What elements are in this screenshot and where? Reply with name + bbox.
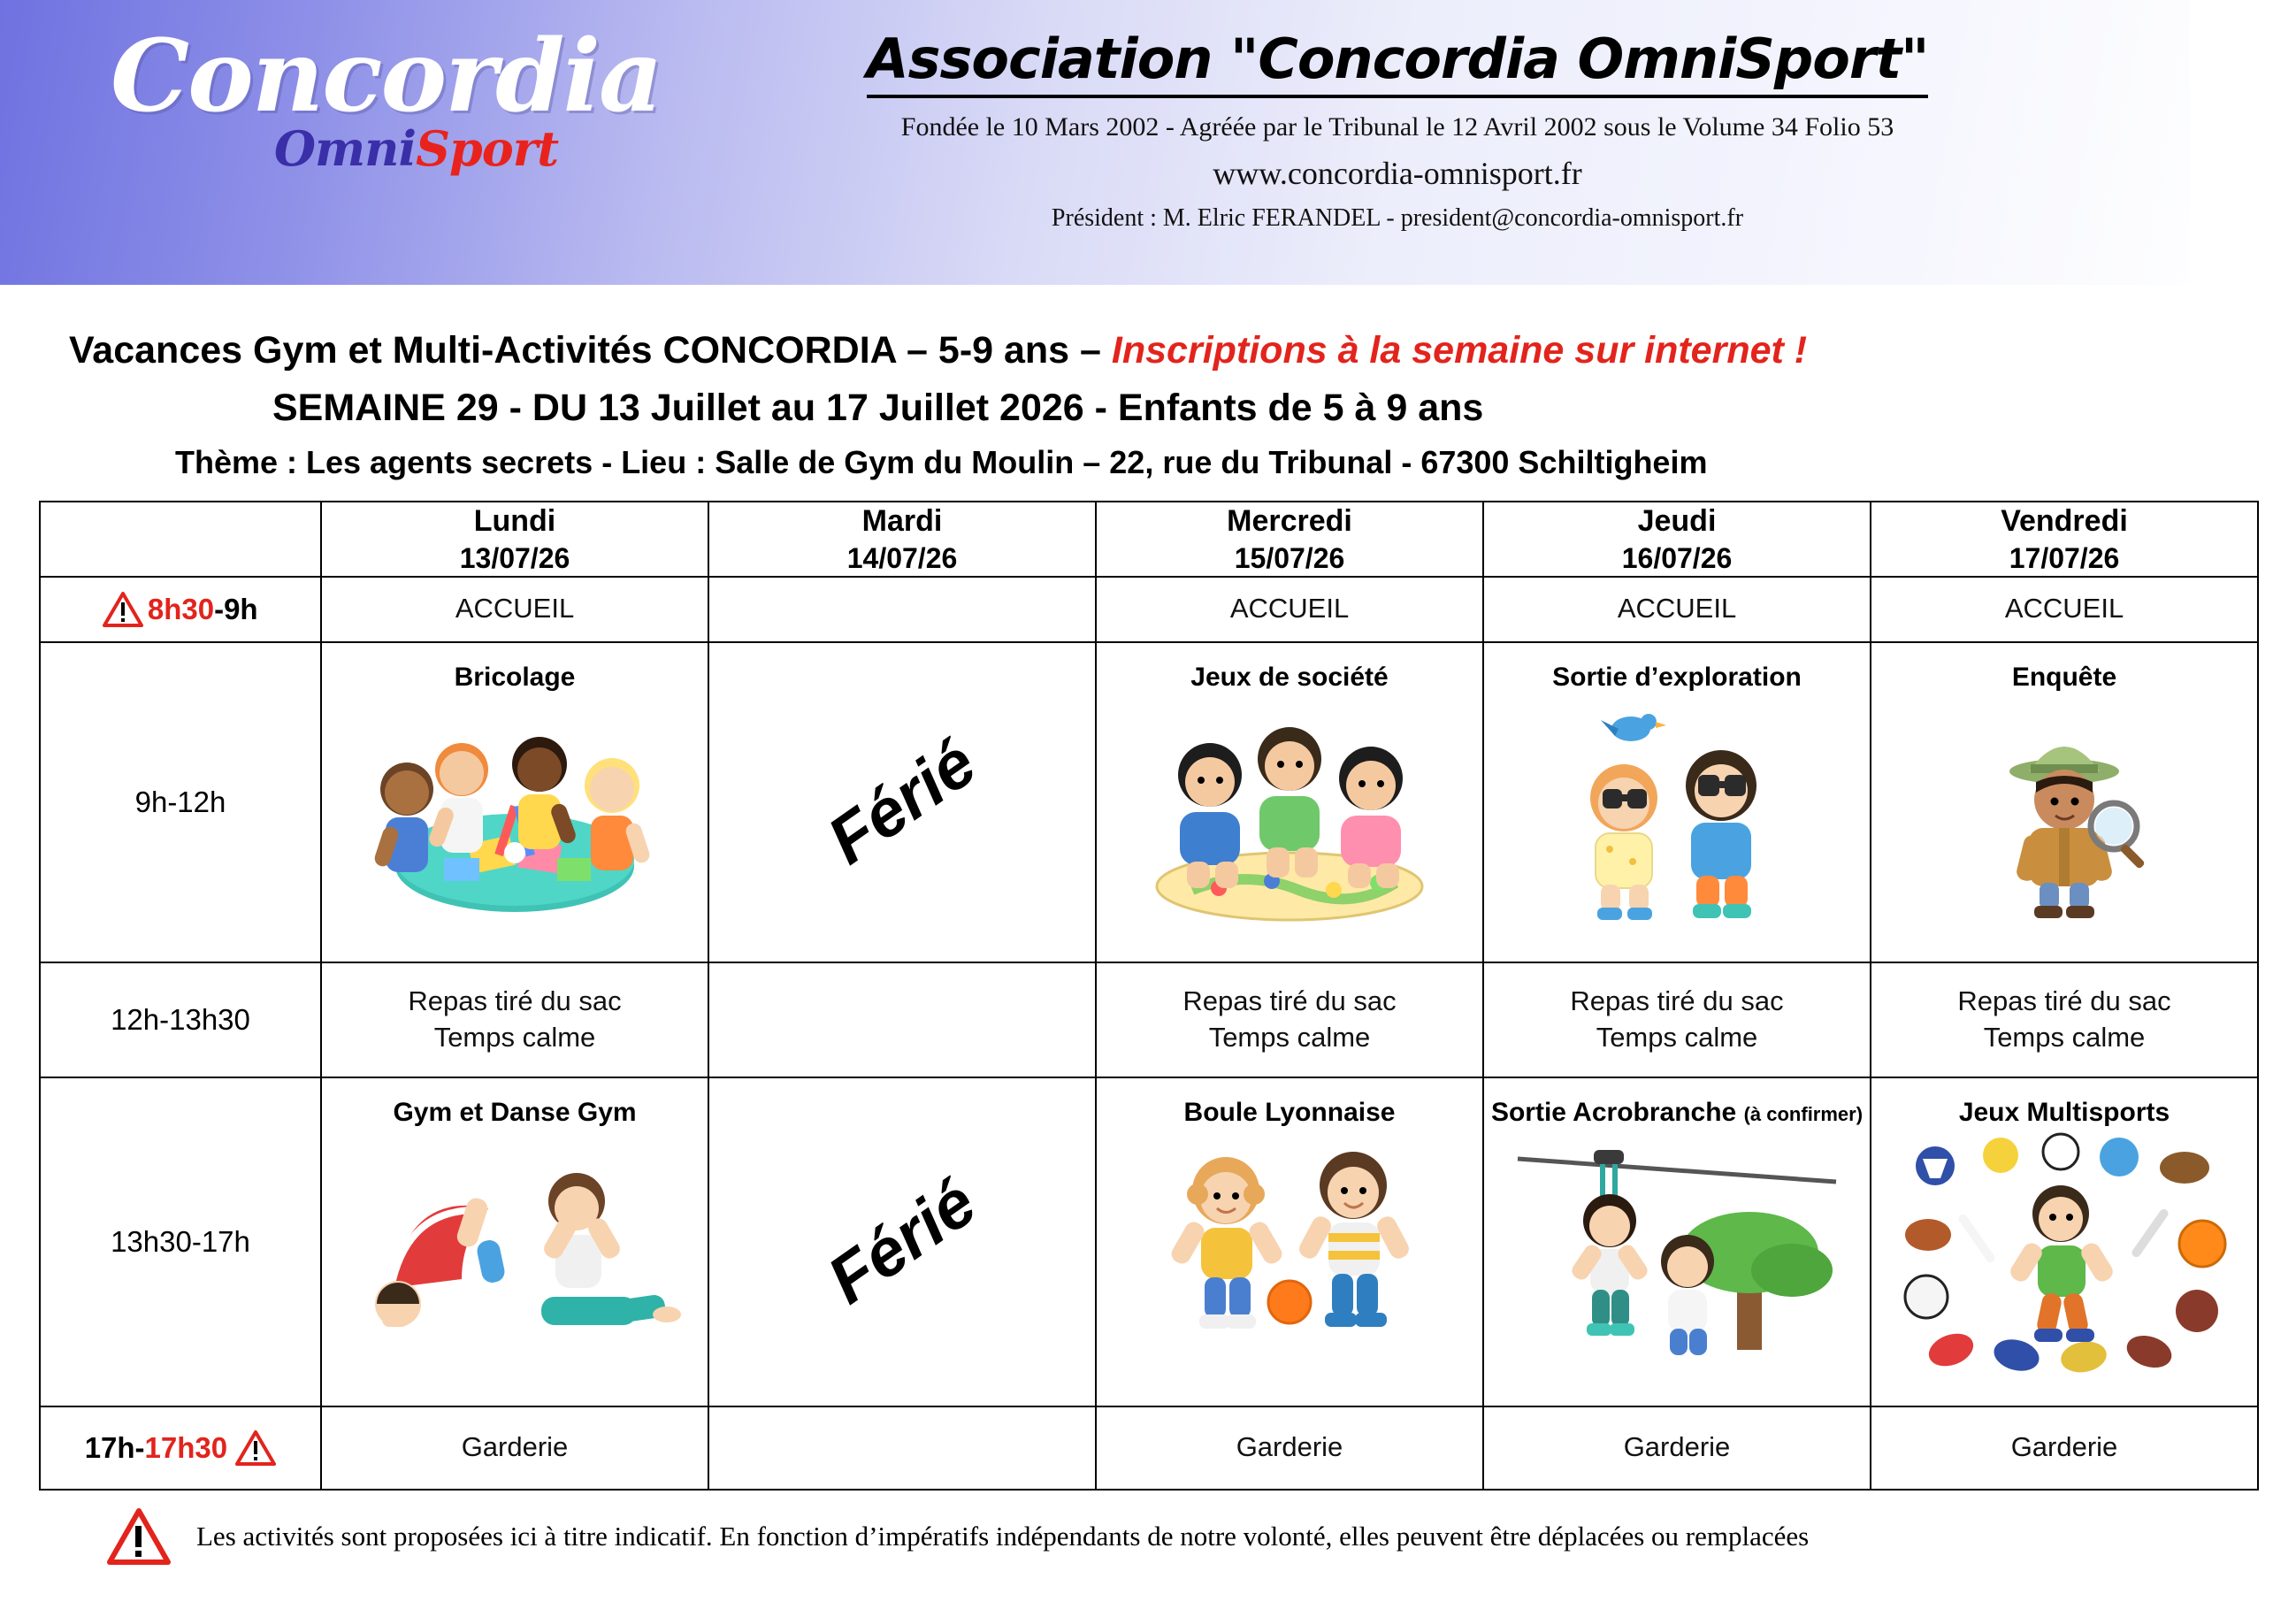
accueil-time-end: -9h xyxy=(214,592,258,625)
warning-triangle-icon xyxy=(106,1506,172,1567)
table-row-meal xyxy=(40,962,2258,1077)
day-name: Jeudi xyxy=(1637,504,1717,538)
zipline-kids-icon xyxy=(1484,1129,1870,1394)
activity-title: Bricolage xyxy=(454,662,576,692)
afternoon-cell-lundi xyxy=(321,1077,708,1406)
day-date: 16/07/26 xyxy=(1621,541,1733,574)
schedule-table-container xyxy=(0,501,2296,1491)
day-header-mercredi xyxy=(1096,502,1483,577)
association-founded: Fondée le 10 Mars 2002 - Agréée par le Tribunal le 12 Avril 2002 sous le Volume 34 Folio 53 xyxy=(900,112,1894,142)
activity-title: Enquête xyxy=(2011,662,2117,692)
meal-cell-mercredi xyxy=(1096,962,1483,1077)
meal-cell-lundi xyxy=(321,962,708,1077)
logo-omni-text: Omni xyxy=(274,119,416,177)
activity-title-main: Sortie Acrobranche xyxy=(1490,1097,1744,1127)
garderie-time-end: 17h30 xyxy=(144,1430,228,1464)
day-header-mardi xyxy=(708,502,1096,577)
association-name: Association "Concordia OmniSport" xyxy=(867,27,1929,98)
accueil-time-label xyxy=(148,593,258,625)
meal-line-1: Repas tiré du sac xyxy=(1570,985,1784,1017)
afternoon-cell-mardi xyxy=(708,1077,1096,1406)
afternoon-cell-mercredi xyxy=(1096,1077,1483,1406)
time-cell-morning: 9h-12h xyxy=(40,642,321,962)
garderie-time-label xyxy=(85,1431,236,1464)
time-cell-garderie xyxy=(40,1406,321,1490)
meal-cell-jeudi xyxy=(1483,962,1871,1077)
table-header-row xyxy=(40,502,2258,577)
day-name: Mercredi xyxy=(1227,504,1352,538)
garderie-cell-jeudi: Garderie xyxy=(1483,1406,1871,1490)
craft-kids-icon xyxy=(322,694,708,950)
morning-cell-lundi xyxy=(321,642,708,962)
garderie-cell-mercredi: Garderie xyxy=(1096,1406,1483,1490)
gymnastics-kids-icon xyxy=(322,1129,708,1394)
header-title-block xyxy=(769,27,2025,233)
day-date: 13/07/26 xyxy=(459,541,570,574)
afternoon-cell-vendredi xyxy=(1871,1077,2258,1406)
week-subtitle: SEMAINE 29 - DU 13 Juillet au 17 Juillet 2026 - Enfants de 5 à 9 ans xyxy=(272,387,1484,429)
meal-cell-vendredi xyxy=(1871,962,2258,1077)
warning-triangle-icon xyxy=(103,591,143,628)
activity-title: Sortie d’exploration xyxy=(1552,662,1802,692)
binoculars-kids-icon xyxy=(1484,694,1870,950)
footer-note-text: Les activités sont proposées ici à titre indicatif. En fonction d’impératifs indépendants de notre volonté, elles peuvent être déplacées ou remplacées xyxy=(196,1520,1810,1552)
activity-title-note: (à confirmer) xyxy=(1743,1102,1864,1125)
activity-title xyxy=(1484,1090,1870,1129)
day-name: Vendredi xyxy=(2001,504,2128,538)
meal-cell-mardi xyxy=(708,962,1096,1077)
activity-title: Jeux Multisports xyxy=(1958,1097,2170,1127)
accueil-time-start: 8h30 xyxy=(147,592,215,625)
ball-kids-icon xyxy=(1097,1129,1482,1394)
activity-title: Gym et Danse Gym xyxy=(393,1097,637,1127)
header-background-right xyxy=(2190,0,2296,285)
day-date: 14/07/26 xyxy=(846,541,958,574)
day-header-vendredi xyxy=(1871,502,2258,577)
footer-note xyxy=(0,1506,2296,1567)
meal-line-1: Repas tiré du sac xyxy=(1957,985,2171,1017)
morning-cell-jeudi xyxy=(1483,642,1871,962)
association-website[interactable]: www.concordia-omnisport.fr xyxy=(1213,156,1582,191)
morning-cell-mardi xyxy=(708,642,1096,962)
day-date: 15/07/26 xyxy=(1234,541,1345,574)
page-title-highlight: Inscriptions à la semaine sur internet ! xyxy=(1111,329,1808,372)
day-date: 17/07/26 xyxy=(2009,541,2120,574)
schedule-table xyxy=(39,501,2259,1491)
meal-line-1: Repas tiré du sac xyxy=(408,985,622,1017)
table-row-garderie xyxy=(40,1406,2258,1490)
day-header-jeudi xyxy=(1483,502,1871,577)
document-titles xyxy=(0,329,2296,481)
time-cell-afternoon: 13h30-17h xyxy=(40,1077,321,1406)
table-row-morning xyxy=(40,642,2258,962)
ferie-label-morning: Férié xyxy=(815,724,990,879)
meal-line-1: Repas tiré du sac xyxy=(1182,985,1397,1017)
page-title-main: Vacances Gym et Multi-Activités CONCORDIA – 5-9 ans – xyxy=(69,329,1112,372)
time-cell-meal: 12h-13h30 xyxy=(40,962,321,1077)
garderie-time-start: 17h- xyxy=(84,1430,145,1464)
header-corner-cell xyxy=(40,502,321,577)
morning-cell-vendredi xyxy=(1871,642,2258,962)
warning-triangle-icon xyxy=(235,1429,276,1467)
page-title xyxy=(69,329,2296,372)
board-game-kids-icon xyxy=(1097,694,1482,950)
accueil-cell-jeudi: ACCUEIL xyxy=(1483,577,1871,642)
logo-subwordmark xyxy=(274,120,606,177)
theme-location-line: Thème : Les agents secrets - Lieu : Salle de Gym du Moulin – 22, rue du Tribunal - 67300 Schiltigheim xyxy=(175,444,1708,480)
morning-cell-mercredi xyxy=(1096,642,1483,962)
garderie-cell-vendredi: Garderie xyxy=(1871,1406,2258,1490)
table-row-accueil xyxy=(40,577,2258,642)
accueil-cell-mercredi: ACCUEIL xyxy=(1096,577,1483,642)
accueil-cell-vendredi: ACCUEIL xyxy=(1871,577,2258,642)
logo-sport-text: Sport xyxy=(415,119,559,177)
garderie-cell-mardi xyxy=(708,1406,1096,1490)
day-name: Mardi xyxy=(861,504,943,538)
afternoon-cell-jeudi xyxy=(1483,1077,1871,1406)
accueil-cell-mardi xyxy=(708,577,1096,642)
activity-title: Boule Lyonnaise xyxy=(1183,1097,1396,1127)
meal-line-2: Temps calme xyxy=(1208,1021,1371,1053)
detective-kid-icon xyxy=(1871,694,2257,950)
time-cell-accueil xyxy=(40,577,321,642)
ferie-label-afternoon: Férié xyxy=(815,1164,990,1319)
multisport-kid-icon xyxy=(1871,1129,2257,1394)
table-row-afternoon xyxy=(40,1077,2258,1406)
meal-line-2: Temps calme xyxy=(1596,1021,1758,1053)
day-header-lundi xyxy=(321,502,708,577)
concordia-logo xyxy=(111,19,662,228)
meal-line-2: Temps calme xyxy=(433,1021,596,1053)
page-header xyxy=(0,0,2296,292)
accueil-cell-lundi: ACCUEIL xyxy=(321,577,708,642)
association-president: Président : M. Elric FERANDEL - president@concordia-omnisport.fr xyxy=(1051,204,1744,232)
activity-title: Jeux de société xyxy=(1190,662,1389,692)
garderie-cell-lundi: Garderie xyxy=(321,1406,708,1490)
day-name: Lundi xyxy=(473,504,556,538)
meal-line-2: Temps calme xyxy=(1983,1021,2146,1053)
logo-wordmark: Concordia xyxy=(111,19,662,134)
